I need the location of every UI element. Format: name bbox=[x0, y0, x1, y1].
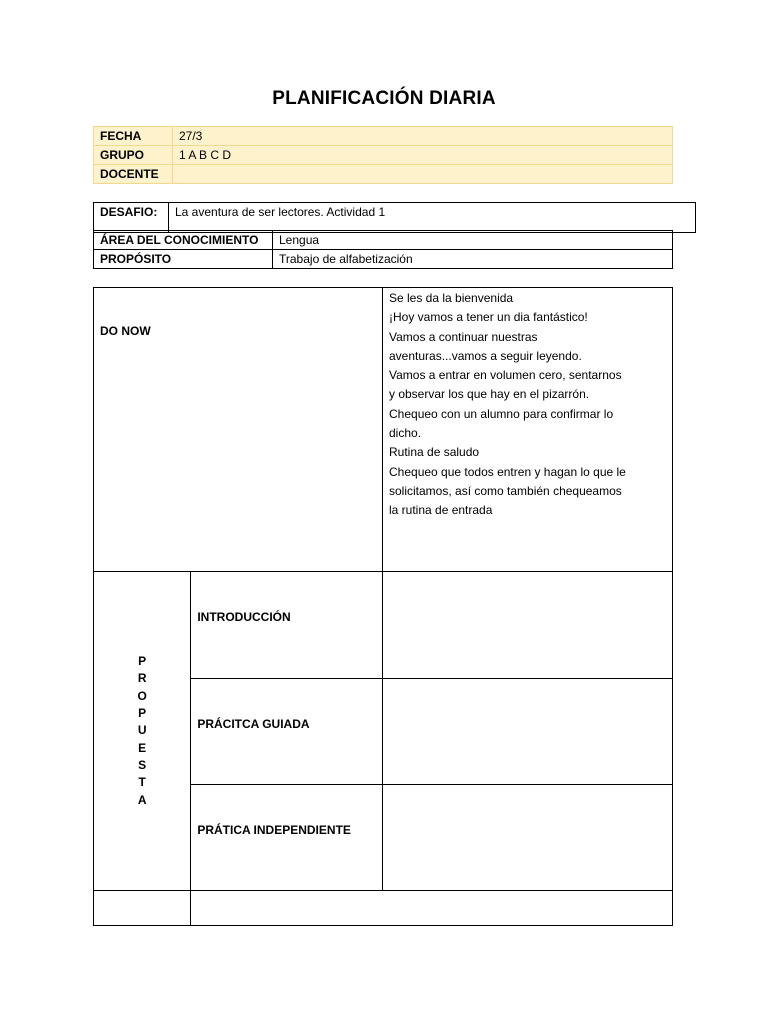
propuesta-vertical-label bbox=[94, 572, 191, 891]
do-now-line: aventuras...vamos a seguir leyendo. bbox=[389, 348, 582, 363]
proposito-value: Trabajo de alfabetización bbox=[273, 250, 673, 269]
propuesta-letter: T bbox=[138, 775, 146, 790]
fecha-value: 27/3 bbox=[173, 127, 673, 146]
do-now-line: Vamos a entrar en volumen cero, sentarnos bbox=[389, 368, 622, 383]
footer-left-cell bbox=[94, 891, 191, 926]
introduccion-label: INTRODUCCIÓN bbox=[191, 572, 383, 679]
propuesta-letter: S bbox=[138, 757, 147, 772]
desafio-table bbox=[93, 202, 696, 233]
propuesta-letter: U bbox=[137, 723, 147, 738]
docente-value bbox=[173, 165, 673, 184]
introduccion-content bbox=[383, 572, 673, 679]
do-now-line: Rutina de saludo bbox=[389, 445, 480, 460]
do-now-label: DO NOW bbox=[94, 288, 383, 572]
footer-right-cell bbox=[191, 891, 673, 926]
grupo-value: 1 A B C D bbox=[173, 146, 673, 165]
propuesta-letter: O bbox=[137, 688, 147, 703]
propuesta-letter: E bbox=[138, 740, 147, 755]
do-now-line: y observar los que hay en el pizarrón. bbox=[389, 387, 590, 402]
practica-independiente-label: PRÁTICA INDEPENDIENTE bbox=[191, 785, 383, 891]
practica-guiada-label: PRÁCITCA GUIADA bbox=[191, 679, 383, 785]
propuesta-letter: R bbox=[137, 671, 147, 686]
docente-row bbox=[94, 165, 673, 184]
proposito-label: PROPÓSITO bbox=[94, 250, 273, 269]
grupo-row bbox=[94, 146, 673, 165]
practica-guiada-content bbox=[383, 679, 673, 785]
area-value: Lengua bbox=[273, 231, 673, 250]
do-now-line: dicho. bbox=[389, 426, 422, 441]
do-now-line: ¡Hoy vamos a tener un dia fantástico! bbox=[389, 310, 588, 325]
docente-label: DOCENTE bbox=[94, 165, 173, 184]
page-title: PLANIFICACIÓN DIARIA bbox=[272, 88, 496, 109]
practica-independiente-content bbox=[383, 785, 673, 891]
propuesta-letter: P bbox=[138, 654, 147, 669]
do-now-content bbox=[383, 288, 673, 572]
area-label: ÁREA DEL CONOCIMIENTO bbox=[94, 231, 273, 250]
desafio-label: DESAFIO: bbox=[94, 203, 169, 233]
info-table bbox=[93, 126, 673, 184]
plan-table bbox=[93, 287, 673, 926]
do-now-line: Chequeo con un alumno para confirmar lo bbox=[389, 406, 614, 421]
do-now-line: Se les da la bienvenida bbox=[389, 291, 514, 305]
grupo-label: GRUPO bbox=[94, 146, 173, 165]
do-now-line: Chequeo que todos entren y hagan lo que le bbox=[389, 464, 626, 479]
propuesta-letter: A bbox=[137, 792, 147, 807]
desafio-value: La aventura de ser lectores. Actividad 1 bbox=[169, 203, 696, 233]
fecha-row bbox=[94, 127, 673, 146]
do-now-line: Vamos a continuar nuestras bbox=[389, 329, 538, 344]
area-table bbox=[93, 230, 673, 269]
propuesta-letter: P bbox=[138, 706, 147, 721]
do-now-line: la rutina de entrada bbox=[389, 503, 493, 518]
do-now-line: solicitamos, así como también chequeamos bbox=[389, 483, 622, 498]
fecha-label: FECHA bbox=[94, 127, 173, 146]
